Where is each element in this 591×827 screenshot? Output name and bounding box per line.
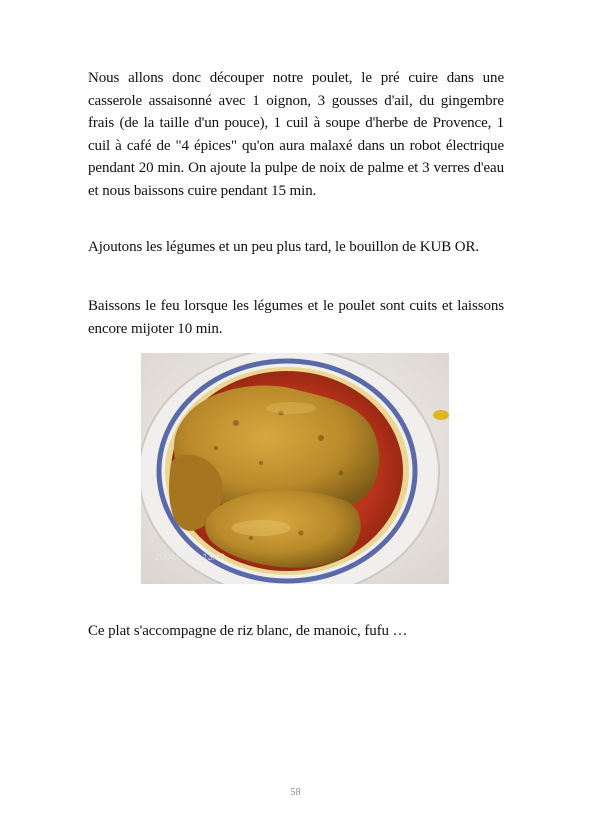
- paragraph-preparation: Nous allons donc découper notre poulet, le pré cuire dans une casserole assaisonné avec 1 oignon, 3 gousses d'ail, du gingembre frais (de la taille d'un pouce), 1 cuil à soupe d'herbe de Provence, 1 cuil à café de "4 épices" qu'on aura malaxé dans un robot électrique pendant 20 min. On ajoute la pulpe de noix de palme et 3 verres d'eau et nous baissons cuire pendant 15 min.: [88, 70, 504, 199]
- photo-timestamp: 2004/02/08 13:49: [155, 552, 226, 562]
- highlight-bottom: [231, 520, 291, 536]
- page-number: 58: [290, 787, 301, 798]
- dish-photo-illustration: [141, 353, 449, 584]
- paragraph-simmer: Baissons le feu lorsque les légumes et le poulet sont cuits et laissons encore mijoter 10 min.: [88, 298, 504, 337]
- paragraph-vegetables: Ajoutons les légumes et un peu plus tard, le bouillon de KUB OR.: [88, 239, 480, 255]
- sauce-spot: [433, 410, 449, 420]
- highlight-top: [266, 402, 316, 414]
- dish-photo: [141, 353, 449, 584]
- paragraph-serving: Ce plat s'accompagne de riz blanc, de manoic, fufu …: [88, 623, 408, 639]
